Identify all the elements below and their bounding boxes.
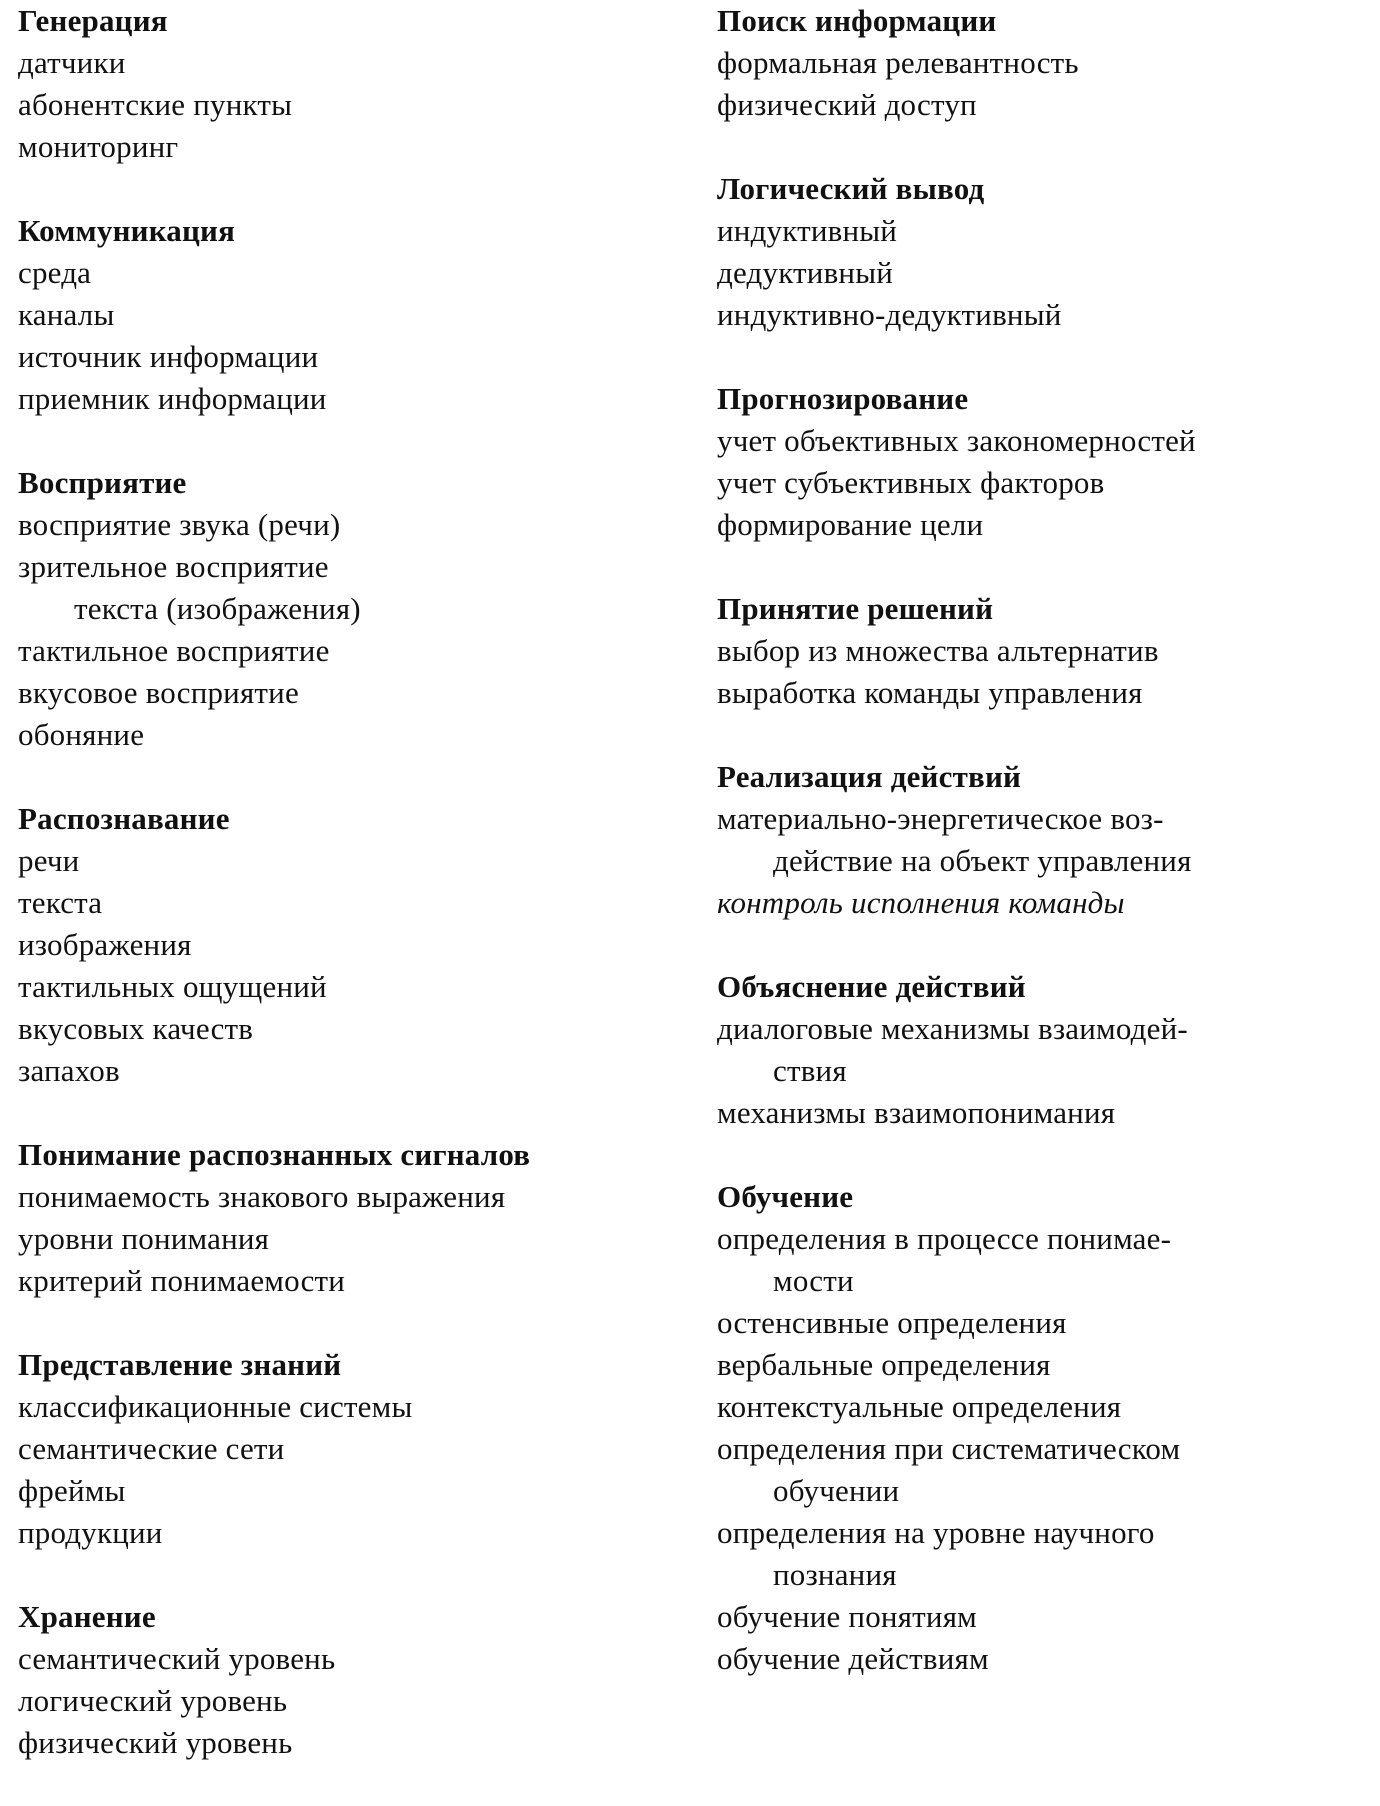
list-item (18, 126, 678, 168)
list-item-text: тактильное восприятие (18, 633, 330, 668)
list-item-text: выбор из множества альтернатив (717, 633, 1159, 668)
list-item (717, 672, 1367, 714)
list-item (717, 210, 1367, 252)
section-heading: Генерация (18, 3, 168, 38)
section-обучение (717, 1176, 1367, 1680)
list-item-text: определения на уровне научного (717, 1515, 1155, 1550)
section-heading: Поиск информации (717, 3, 997, 38)
list-item-continuation: обучении (773, 1473, 900, 1508)
list-item (18, 1470, 678, 1512)
list-item (18, 714, 678, 756)
list-item (717, 1008, 1367, 1092)
list-item-text: учет объективных закономерностей (717, 423, 1196, 458)
list-item-text: приемник информации (18, 381, 327, 416)
list-item-text: датчики (18, 45, 126, 80)
list-item (18, 882, 678, 924)
section-понимание-распознанных-сигналов (18, 1134, 678, 1302)
list-item-text: определения при систематическом (717, 1431, 1181, 1466)
list-item (18, 42, 678, 84)
left-column (18, 0, 678, 1806)
list-item (717, 1428, 1367, 1512)
list-item-text: контроль исполнения команды (717, 885, 1125, 920)
list-item (18, 1176, 678, 1218)
list-item-text: определения в процессе понимае- (717, 1221, 1172, 1256)
list-item-text: классификационные системы (18, 1389, 413, 1424)
list-item-continuation: познания (773, 1557, 897, 1592)
list-item (717, 1638, 1367, 1680)
list-item (717, 882, 1367, 924)
list-item (717, 1218, 1367, 1302)
list-item (717, 798, 1367, 882)
section-представление-знаний (18, 1344, 678, 1554)
list-item (18, 840, 678, 882)
list-item-text: фреймы (18, 1473, 126, 1508)
list-item-text: изображения (18, 927, 192, 962)
list-item (717, 1596, 1367, 1638)
list-item (717, 1302, 1367, 1344)
list-item-text: зрительное восприятие (18, 549, 329, 584)
section-реализация-действий (717, 756, 1367, 924)
list-item-text: выработка команды управления (717, 675, 1143, 710)
list-item-continuation: действие на объект управления (773, 843, 1192, 878)
list-item (717, 1386, 1367, 1428)
list-item-text: уровни понимания (18, 1221, 270, 1256)
section-heading: Реализация действий (717, 759, 1022, 794)
section-принятие-решений (717, 588, 1367, 714)
list-item (18, 1680, 678, 1722)
section-heading: Представление знаний (18, 1347, 342, 1382)
list-item (18, 1638, 678, 1680)
list-item (18, 672, 678, 714)
list-item (717, 84, 1367, 126)
section-heading: Восприятие (18, 465, 187, 500)
list-item (18, 1386, 678, 1428)
list-item (717, 1512, 1367, 1596)
list-item (18, 336, 678, 378)
list-item-text: восприятие звука (речи) (18, 507, 341, 542)
list-item-text: семантические сети (18, 1431, 285, 1466)
list-item (18, 378, 678, 420)
list-item (717, 462, 1367, 504)
list-item-text: дедуктивный (717, 255, 894, 290)
list-item-text: среда (18, 255, 92, 290)
section-логический-вывод (717, 168, 1367, 336)
section-объяснение-действий (717, 966, 1367, 1134)
list-item (18, 294, 678, 336)
list-item-continuation: мости (773, 1263, 854, 1298)
list-item (18, 546, 678, 630)
section-коммуникация (18, 210, 678, 420)
list-item (717, 294, 1367, 336)
section-heading: Хранение (18, 1599, 156, 1634)
section-heading: Коммуникация (18, 213, 236, 248)
list-item (717, 504, 1367, 546)
list-item-text: абонентские пункты (18, 87, 293, 122)
list-item-text: индуктивный (717, 213, 898, 248)
list-item-text: учет субъективных факторов (717, 465, 1105, 500)
list-item (18, 1722, 678, 1764)
list-item (18, 924, 678, 966)
list-item (18, 630, 678, 672)
list-item-text: обучение понятиям (717, 1599, 977, 1634)
section-поиск-информации (717, 0, 1367, 126)
list-item (717, 630, 1367, 672)
list-item (18, 84, 678, 126)
list-item (717, 1344, 1367, 1386)
list-item (18, 1218, 678, 1260)
list-item (717, 420, 1367, 462)
list-item-text: вкусовых качеств (18, 1011, 254, 1046)
section-распознавание (18, 798, 678, 1092)
section-heading: Прогнозирование (717, 381, 969, 416)
list-item-text: семантический уровень (18, 1641, 336, 1676)
list-item-text: физический уровень (18, 1725, 293, 1760)
section-прогнозирование (717, 378, 1367, 546)
list-item-text: остенсивные определения (717, 1305, 1067, 1340)
list-item-text: вербальные определения (717, 1347, 1051, 1382)
list-item (18, 1512, 678, 1554)
list-item (717, 1092, 1367, 1134)
list-item (18, 966, 678, 1008)
list-item (717, 252, 1367, 294)
section-heading: Объяснение действий (717, 969, 1026, 1004)
section-генерация (18, 0, 678, 168)
list-item-text: логический уровень (18, 1683, 288, 1718)
section-heading: Понимание распознанных сигналов (18, 1137, 531, 1172)
list-item-text: запахов (18, 1053, 120, 1088)
list-item (18, 1428, 678, 1470)
list-item-text: индуктивно-дедуктивный (717, 297, 1062, 332)
list-item-text: текста (18, 885, 103, 920)
list-item-text: механизмы взаимопонимания (717, 1095, 1116, 1130)
section-heading: Распознавание (18, 801, 230, 836)
section-восприятие (18, 462, 678, 756)
section-heading: Принятие решений (717, 591, 994, 626)
list-item-continuation: ствия (773, 1053, 847, 1088)
list-item (18, 252, 678, 294)
section-heading: Обучение (717, 1179, 854, 1214)
list-item-text: тактильных ощущений (18, 969, 327, 1004)
list-item-text: материально-энергетическое воз- (717, 801, 1164, 836)
list-item-text: диалоговые механизмы взаимодей- (717, 1011, 1188, 1046)
list-item-text: понимаемость знакового выражения (18, 1179, 506, 1214)
list-item-text: обучение действиям (717, 1641, 989, 1676)
list-item-text: обоняние (18, 717, 145, 752)
list-item-text: вкусовое восприятие (18, 675, 299, 710)
list-item-text: контекстуальные определения (717, 1389, 1122, 1424)
list-item-text: критерий понимаемости (18, 1263, 346, 1298)
list-item (18, 504, 678, 546)
list-item-text: источник информации (18, 339, 319, 374)
list-item-text: формальная релевантность (717, 45, 1079, 80)
section-хранение (18, 1596, 678, 1764)
list-item-text: формирование цели (717, 507, 984, 542)
list-item-text: каналы (18, 297, 115, 332)
list-item (717, 42, 1367, 84)
list-item (18, 1050, 678, 1092)
list-item (18, 1008, 678, 1050)
section-heading: Логический вывод (717, 171, 985, 206)
list-item-text: физический доступ (717, 87, 977, 122)
list-item-text: мониторинг (18, 129, 179, 164)
list-item-continuation: текста (изображения) (74, 591, 361, 626)
list-item-text: речи (18, 843, 80, 878)
list-item (18, 1260, 678, 1302)
right-column (717, 0, 1367, 1722)
list-item-text: продукции (18, 1515, 163, 1550)
